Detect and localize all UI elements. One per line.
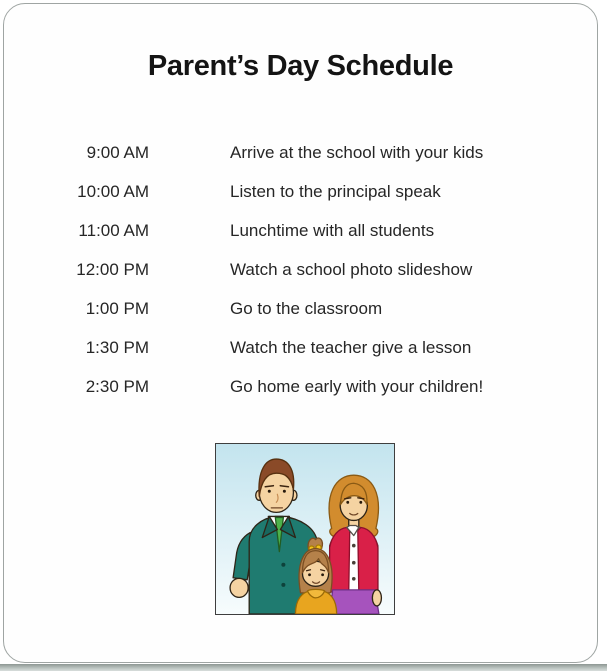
schedule-activity: Lunchtime with all students	[230, 220, 435, 240]
schedule-time: 1:00 PM	[85, 298, 149, 318]
schedule-activity: Go home early with your children!	[230, 376, 484, 396]
schedule-row	[4, 133, 597, 172]
schedule-time: 1:30 PM	[85, 337, 149, 357]
schedule-row	[4, 211, 597, 250]
schedule-activity: Arrive at the school with your kids	[230, 142, 484, 162]
schedule-row	[4, 172, 597, 211]
schedule-card	[3, 3, 598, 663]
family-illustration-drawing	[216, 444, 394, 614]
page-title: Parent’s Day Schedule	[147, 50, 454, 82]
mother-figure	[329, 475, 381, 614]
schedule-time: 9:00 AM	[86, 142, 149, 162]
schedule-row	[4, 250, 597, 289]
schedule-activity: Watch the teacher give a lesson	[230, 337, 472, 357]
schedule-list	[4, 133, 597, 406]
schedule-row	[4, 289, 597, 328]
schedule-activity: Go to the classroom	[230, 298, 383, 318]
family-illustration	[215, 443, 395, 615]
page-bottom-shadow	[0, 664, 607, 671]
schedule-activity: Watch a school photo slideshow	[230, 259, 473, 279]
schedule-time: 11:00 AM	[78, 220, 149, 240]
schedule-time: 10:00 AM	[77, 181, 149, 201]
schedule-row	[4, 328, 597, 367]
schedule-time: 2:30 PM	[85, 376, 149, 396]
schedule-row	[4, 367, 597, 406]
schedule-activity: Listen to the principal speak	[230, 181, 441, 201]
schedule-time: 12:00 PM	[76, 259, 149, 279]
